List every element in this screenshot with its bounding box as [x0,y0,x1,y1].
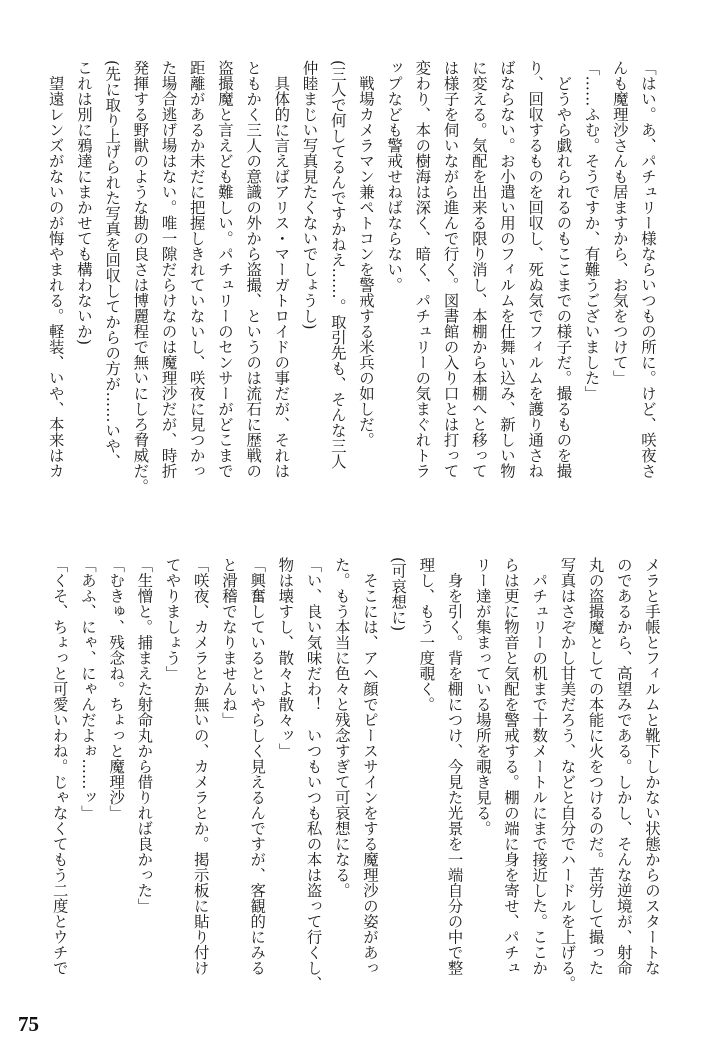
text-column: 身を引く。背を棚につけ、今見た光景を一端自分の中で整 [445,557,464,976]
text-column: 「はい。あ、パチュリー様ならいつもの所に。けど、咲夜さ [639,60,657,479]
text-column: 理し、もう一度覗く。 [417,557,436,712]
text-column: た場合逃げ場はない。唯一隙だらけなのは魔理沙だが、時折 [159,60,178,479]
text-column: (先に取り上げられた写真を回収してからの方が……いや、 [103,60,122,470]
text-column: どうやら戯れられるのもここまでの様子だ。撮るものを撮 [554,60,573,479]
text-column: 具体的に言えばアリス・マーガトロイドの事だが、それは [272,60,291,479]
text-column: ばならない。お小遣い用のフィルムを仕舞い込み、新しい物 [497,60,516,479]
text-column: リー達が集まっている場所を覗き見る。 [473,557,492,836]
text-column: 「咲夜、カメラとか無いの、カメラとか。掲示板に貼り付け [191,557,210,976]
text-column: (三人で何してるんですかねえ……。取引先も、そんな三人 [328,60,347,470]
text-column: パチュリーの机まで十数メートルにまで接近した。ここか [530,557,549,976]
text-column: に変える。気配を出来る限り消し、本棚から本棚へと移って [469,60,488,479]
text-column: 盗撮魔と言えども難しい。パチュリーのセンサーがどこまで [215,60,234,479]
text-column: 距離があるか未だに把握しきれていないし、咲夜に見つかっ [187,60,206,479]
text-column: 写真はさぞかし甘美だろう、などと自分でハードルを上げる。 [558,557,577,991]
text-column: んも魔理沙さんも居ますから、お気をつけて」 [610,60,629,386]
text-column: 「い、良い気味だわ！ いつもいつも私の本は盗って行くし、 [304,557,323,991]
text-column: (可哀想に) [389,557,408,632]
text-column: のであるから、高望みである。しかし、そんな逆境が、射命 [614,557,633,976]
text-column: 「興奮しているといやらしく見えるんですが、客観的にみる [248,557,267,976]
text-column: 丸の盗撮魔としての本能に火をつけるのだ。苦労して撮った [586,557,605,976]
text-column: 発揮する野獣のような勘の良さは博麗程で無いにしろ脅威だ。 [131,60,150,494]
text-column: メラと手帳とフィルムと靴下しかない状態からのスタートな [643,557,661,976]
page-number: 75 [18,1012,39,1036]
text-column: これは別に鴉達にまかせても構わないか) [74,60,93,346]
text-column: 変わり、本の樹海は深く、暗く、パチュリーの気まぐれトラ [413,60,432,479]
text-column: た。もう本当に色々と残念すぎて可哀想になる。 [332,557,351,898]
text-column: ップなども警戒せねばならない。 [385,60,404,293]
text-column: は様子を伺いながら進んで行く。図書館の入り口とは打って [441,60,460,479]
text-column: らは更に物音と気配を警戒する。棚の端に身を寄せ、パチュ [501,557,520,976]
text-column: 「あふ、にゃ、にゃんだよぉ……ッ」 [78,557,97,821]
text-block-bottom [46,557,666,1027]
text-column: 望遠レンズがないのが悔やまれる。軽装、いや、本来はカ [46,60,65,479]
text-column: り、回収するものを回収し、死ぬ気でフィルムを護り通さね [526,60,545,479]
text-column: 仲睦まじい写真見たくないでしょうし) [300,60,319,330]
text-column: そこには、アヘ顔でピースサインをする魔理沙の姿があっ [360,557,379,976]
text-column: 「生憎と。捕まえた射命丸から借りれば良かった」 [135,557,154,914]
text-column: 物は壊すし、散々よ散々ッ」 [276,557,295,759]
text-column: 「……ふむ。そうですか、有難うございました」 [582,60,601,401]
text-column: 戦場カメラマン兼ペトコンを警戒する米兵の如しだ。 [356,60,375,448]
text-column: ともかく三人の意識の外から盗撮、というのは流石に歴戦の [244,60,263,479]
text-column: 「くそ、ちょっと可愛いわね。じゃなくてもう二度とウチで [50,557,69,976]
text-block-top [42,60,662,530]
text-column: 「むきゅ、残念ね。ちょっと魔理沙」 [107,557,126,821]
text-column: てやりましょう」 [163,557,182,681]
text-column: と滑稽でなりませんね」 [219,557,238,728]
